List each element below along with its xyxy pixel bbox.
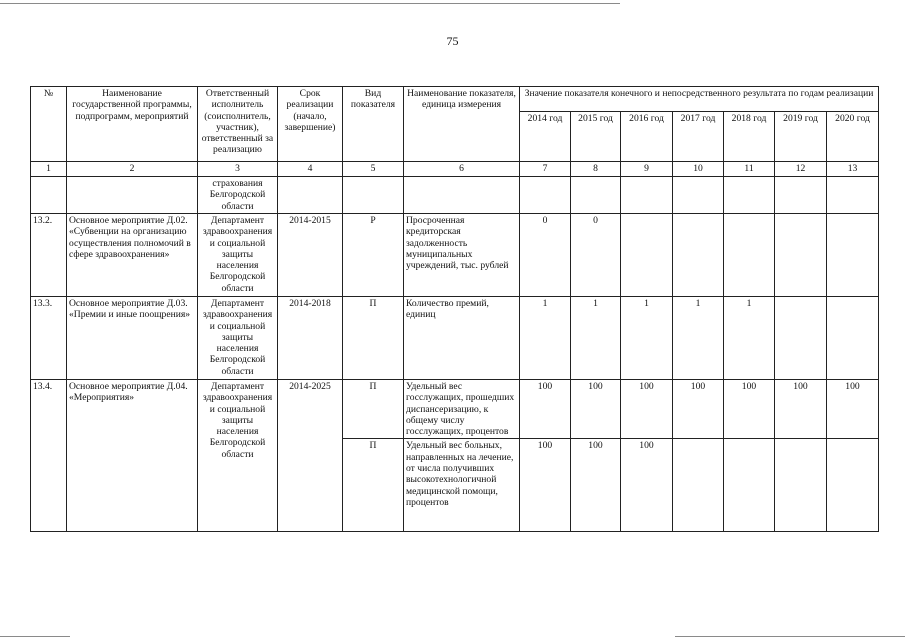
cell-value (621, 214, 673, 297)
column-number: 9 (621, 162, 673, 177)
cell-value (724, 214, 775, 297)
cell-no: 13.4. (31, 380, 67, 532)
cell-value: 100 (724, 380, 775, 439)
cell-name: Основное мероприятие Д.03. «Премии и иные поощрения» (67, 297, 198, 380)
table-row (31, 214, 879, 297)
column-number: 13 (827, 162, 879, 177)
header-year: 2014 год (520, 112, 571, 162)
column-numbers-row (31, 162, 879, 177)
column-number: 12 (775, 162, 827, 177)
cell-value (775, 297, 827, 380)
bottom-edge-line-left (0, 636, 70, 637)
cell-executor: Департамент здравоохранения и социальной защиты населения Белгородской области (198, 214, 278, 297)
cell-value (673, 214, 724, 297)
cell-value: 1 (621, 297, 673, 380)
cell-term: 2014-2025 (278, 380, 343, 532)
column-number: 7 (520, 162, 571, 177)
cell-value: 100 (775, 380, 827, 439)
header-executor: Ответственный исполнитель (соисполнитель, участник), ответственный за реализацию (198, 87, 278, 162)
cell-indicator: Удельный вес госслужащих, прошедших диспансеризацию, к общему числу госслужащих, процентов (404, 380, 520, 439)
header-name: Наименование государственной программы, подпрограмм, мероприятий (67, 87, 198, 162)
cell-value: 100 (571, 439, 621, 532)
header-values-title: Значение показателя конечного и непосредственного результата по годам реализации (520, 87, 879, 112)
cell-value (827, 439, 879, 532)
header-year: 2015 год (571, 112, 621, 162)
cell-empty (621, 177, 673, 214)
cell-value: 1 (673, 297, 724, 380)
header-no: № (31, 87, 67, 162)
cell-empty (827, 177, 879, 214)
cell-type: П (343, 297, 404, 380)
column-number: 8 (571, 162, 621, 177)
cell-empty (278, 177, 343, 214)
top-edge-line (0, 3, 620, 4)
column-number: 3 (198, 162, 278, 177)
table-row (31, 297, 879, 380)
cell-value: 100 (520, 380, 571, 439)
cell-executor: страхования Белгородской области (198, 177, 278, 214)
header-year: 2020 год (827, 112, 879, 162)
cell-value (775, 214, 827, 297)
cell-value: 100 (621, 380, 673, 439)
cell-value (775, 439, 827, 532)
cell-indicator: Просроченная кредиторская задолженность муниципальных учреждений, тыс. рублей (404, 214, 520, 297)
cell-value (827, 297, 879, 380)
header-type: Вид показателя (343, 87, 404, 162)
cell-name: Основное мероприятие Д.02. «Субвенции на организацию осуществления полномочий в сфере здравоохранения» (67, 214, 198, 297)
cell-value (827, 214, 879, 297)
column-number: 10 (673, 162, 724, 177)
cell-value: 1 (571, 297, 621, 380)
column-number: 5 (343, 162, 404, 177)
header-indicator: Наименование показателя, единица измерения (404, 87, 520, 162)
cell-value: 100 (520, 439, 571, 532)
cell-type: П (343, 439, 404, 532)
cell-value (724, 439, 775, 532)
column-number: 11 (724, 162, 775, 177)
cell-empty (520, 177, 571, 214)
header-year: 2018 год (724, 112, 775, 162)
cell-type: Р (343, 214, 404, 297)
header-year: 2017 год (673, 112, 724, 162)
cell-value: 0 (571, 214, 621, 297)
cell-value (673, 439, 724, 532)
cell-empty (724, 177, 775, 214)
column-number: 2 (67, 162, 198, 177)
cell-value: 1 (724, 297, 775, 380)
cell-no: 13.3. (31, 297, 67, 380)
header-row-1 (31, 87, 879, 112)
column-number: 6 (404, 162, 520, 177)
cell-empty (404, 177, 520, 214)
cell-empty (67, 177, 198, 214)
table-row (31, 380, 879, 439)
cell-type: П (343, 380, 404, 439)
cell-empty (775, 177, 827, 214)
cell-value: 100 (571, 380, 621, 439)
cell-empty (571, 177, 621, 214)
cell-value: 1 (520, 297, 571, 380)
cell-value: 100 (827, 380, 879, 439)
cell-value: 0 (520, 214, 571, 297)
column-number: 4 (278, 162, 343, 177)
bottom-edge-line-right (675, 636, 905, 637)
cell-no: 13.2. (31, 214, 67, 297)
page-number: 75 (446, 34, 459, 48)
cell-value: 100 (673, 380, 724, 439)
cell-term: 2014-2015 (278, 214, 343, 297)
cell-indicator: Удельный вес больных, направленных на лечение, от числа получивших высокотехнологичной медицинской помощи, процентов (404, 439, 520, 532)
cell-executor: Департамент здравоохранения и социальной защиты населения Белгородской области (198, 297, 278, 380)
cell-empty (673, 177, 724, 214)
header-year: 2016 год (621, 112, 673, 162)
table-row-continuation (31, 177, 879, 214)
indicators-table (30, 86, 879, 532)
cell-term: 2014-2018 (278, 297, 343, 380)
header-year: 2019 год (775, 112, 827, 162)
header-term: Срок реализации (начало, завершение) (278, 87, 343, 162)
cell-empty (343, 177, 404, 214)
cell-empty (31, 177, 67, 214)
column-number: 1 (31, 162, 67, 177)
cell-indicator: Количество премий, единиц (404, 297, 520, 380)
cell-value: 100 (621, 439, 673, 532)
cell-executor: Департамент здравоохранения и социальной защиты населения Белгородской области (198, 380, 278, 532)
cell-name: Основное мероприятие Д.04. «Мероприятия» (67, 380, 198, 532)
